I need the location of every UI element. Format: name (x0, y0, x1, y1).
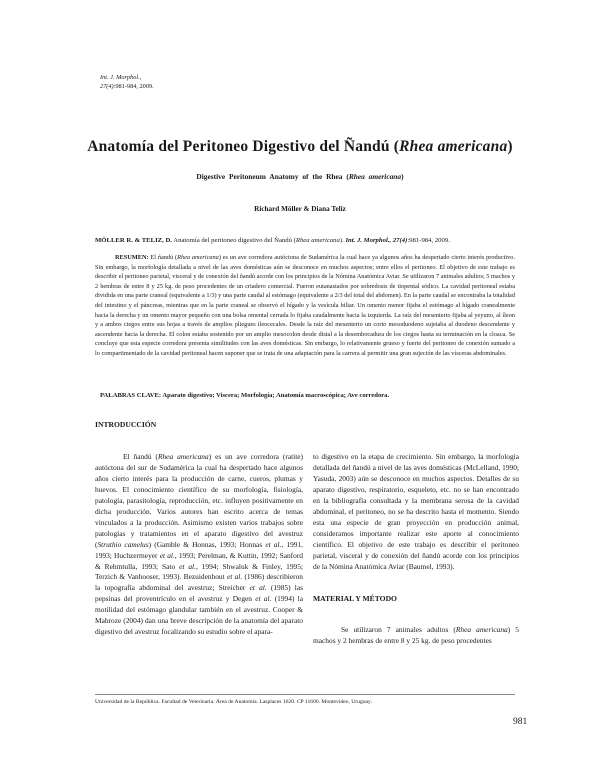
intro-text: (1986) describieron la topografía abdominal del avestruz; Streicher (95, 572, 303, 593)
journal-volume: 27(4) (100, 83, 114, 90)
methods-species: Rhea americana (455, 625, 508, 635)
methods-paragraph (313, 625, 519, 647)
title-close: ) (507, 138, 513, 155)
citation-authors: MÖLLER R. & TELIZ, D. (95, 237, 172, 244)
abstract-body: ) es un ave corredora autóctona de Sudamérica la cual hace ya algunos años ha despertado cierto interés productivo. Sin embargo, la morfología detallada a nivel de las aves domésticas aún se desconoce en muchos aspectos; entre ellos el peritoneo. El objetivo de este trabajo es describir el peritoneo parietal, visceral y de conexión del ñandú acorde con los principios de la Nómina Anatómica Aviar. Se utilizaron 7 animales adultos; 5 machos y 2 hembras de entre 8 y 25 kg. de peso procedentes de un criadero comercial. Fueron eutanasiados por sobredosis de tiopental sódico. La cavidad peritoneal estaba dividida en una parte craneal (equivalente a 1/3) y una parte caudal al estómago (equivalente a 2/3 del total del abdomen). En la parte caudal se encontraba la totalidad del intestino y el páncreas, mientras que en la parte craneal se observó el hígado y la vesícula biliar. Un omento menor fijaba el estómago al hígado cranealmente hacia la derecha y un omento mayor pequeño con una bolsa omental cerrada lo fijaba caudalmente hacia la izquierda. La raíz del mesenterio fijaba al yeyuno, al íleon y a ambos ciegos entre sus hojas a través de amplios pliegues ileocecales. Desde la raíz del mesenterio un corto mesoduodeno sujetaba al duodeno descendente y ascendente hacia la derecha. El colon estaba sostenido por un amplio mesocolon desde distal a la desembocadura de los ciegos hasta su terminación en la cloaca. Se concluye que esta especie corredora presenta similitudes con las aves domésticas. Sin embargo, lo relativamente grueso y fuerte del peritoneo de conexión sumado a lo compartimentado de la cavidad peritoneal hacen suponer que se trata de una adaptación para la carrera al permitir una gran sujeción de las vísceras abdominales. (95, 254, 515, 357)
methods-heading: MATERIAL Y MÉTODO (313, 594, 397, 604)
paper-subtitle (60, 172, 540, 181)
title-species: Rhea americana (399, 138, 508, 155)
page-number: 981 (513, 717, 528, 727)
et-al: et al. (179, 561, 196, 571)
journal-name: Int. J. Morphol., (100, 74, 142, 81)
methods-text: ) 5 machos y 2 hembras de entre 8 y 25 kg. de peso procedentes (313, 625, 519, 646)
abstract (95, 253, 515, 359)
subtitle-text: Digestive Peritoneum Anatomy of the Rhea ( (196, 172, 349, 181)
intro-text: ) (Gamble & Honnas, 1993; Honnas (148, 539, 266, 549)
methods-text: Se utilizaron 7 animales adultos ( (341, 625, 456, 635)
citation (95, 236, 515, 245)
et-al: et al. (265, 539, 282, 549)
et-al: et al. (249, 583, 267, 593)
journal-reference (100, 73, 154, 91)
intro-paragraph-1 (95, 452, 303, 638)
right-column (313, 452, 519, 647)
intro-text: ) es un ave corredora (ratite) autóctona del sur de Sudamérica la cual ha despertado hace algunos años cierto interés para la producción de carne, cueros, plumas y huevos. El conocimiento científico de su morfología, fisiología, patología, parasitología, reproducción, etc. influyen positivamente en dicha producción. Varios autores han escrito acerca de temas vinculados a la producción. Asimismo existen varios trabajos sobre patologías y tratamientos en el aparato digestivo del avestruz ( (95, 452, 303, 549)
intro-paragraph-2: to digestivo en la etapa de crecimiento. Sin embargo, la morfología detallada del ñandú a nivel de las aves domésticas (McLelland, 1990; Yasuda, 2003) aún se desconoce en muchos aspectos. Detalles de su aparato digestivo, respiratorio, esqueleto, etc. no se han encontrado en la bibliografía consultada y la membrana serosa de la cavidad abdominal, el peritoneo, no se ha descrito hasta el momento. Siendo esta una especie de gran proyección en producción animal, consideramos importante realizar este aporte al conocimiento científico. El objetivo de este trabajo es describir el peritoneo parietal, visceral y de conexión del ñandú acorde con los principios de la Nómina Anatómica Aviar (Baumel, 1993). (313, 452, 519, 571)
intro-species: Rhea americana (157, 452, 209, 461)
et-al: et al. (159, 550, 175, 560)
subtitle-species: Rhea americana (348, 172, 402, 181)
intro-species: Struthio camelus (97, 539, 149, 549)
citation-text: Anatomía del peritoneo digestivo del Ñandú ( (171, 237, 296, 244)
title-text: Anatomía del Peritoneo Digestivo del Ñandú ( (87, 138, 400, 155)
left-column (95, 452, 303, 638)
subtitle-close: ) (401, 172, 404, 181)
abstract-text-start: El ñandú ( (148, 254, 178, 261)
intro-text: , 1993; Perelman, & Kuttin, 1992; Sanford & Rehmtulla, 1993; Sato (95, 550, 303, 571)
intro-text: , 1994; Shwaluk & Finley, 1995; Terzich & Vanhooser, 1993). Bezuidenhout (95, 561, 303, 582)
citation-journal: Int. J. Morphol., 27(4) (345, 237, 408, 244)
intro-text: (1985) las pepsinas del proventrículo en el avestruz y Degen (95, 583, 303, 604)
intro-text: (1994) la motilidad del estómago glandular también en el avestruz. Cooper & Mahroze (2004) dan una breve descripción de la anatomía del aparato digestivo del avestruz focalizando su estudio sobre el apara- (95, 594, 304, 637)
et-al: et al. (255, 594, 272, 604)
footnote-rule (95, 694, 515, 695)
footnote: Universidad de la República. Facultad de Veterinaria. Área de Anatomía. Lasplaces 1620. CP 11600. Montevideo, Uruguay. (95, 699, 372, 705)
intro-heading: INTRODUCCIÓN (95, 420, 157, 429)
citation-species: Rhea americana (295, 237, 340, 244)
keywords-label: PALABRAS CLAVE: (100, 392, 162, 399)
intro-text: El ñandú ( (123, 452, 158, 461)
abstract-label: RESUMEN: (115, 254, 149, 261)
abstract-species: Rhea americana (177, 254, 219, 261)
authors: Richard Möller & Diana Teliz (254, 205, 346, 213)
paper-title (60, 138, 540, 156)
keywords (100, 392, 520, 399)
citation-text2: ). (339, 237, 346, 244)
et-al: et al. (226, 572, 243, 582)
citation-pages: :981-984, 2009. (407, 237, 450, 244)
intro-text: , 1991, 1993; Huchzermeyer (95, 539, 303, 560)
journal-pages: :981-984, 2009. (113, 83, 154, 90)
keywords-text: Aparato digestivo; Viscera; Morfología; Anatomía macroscópica; Ave corredora. (161, 392, 390, 399)
